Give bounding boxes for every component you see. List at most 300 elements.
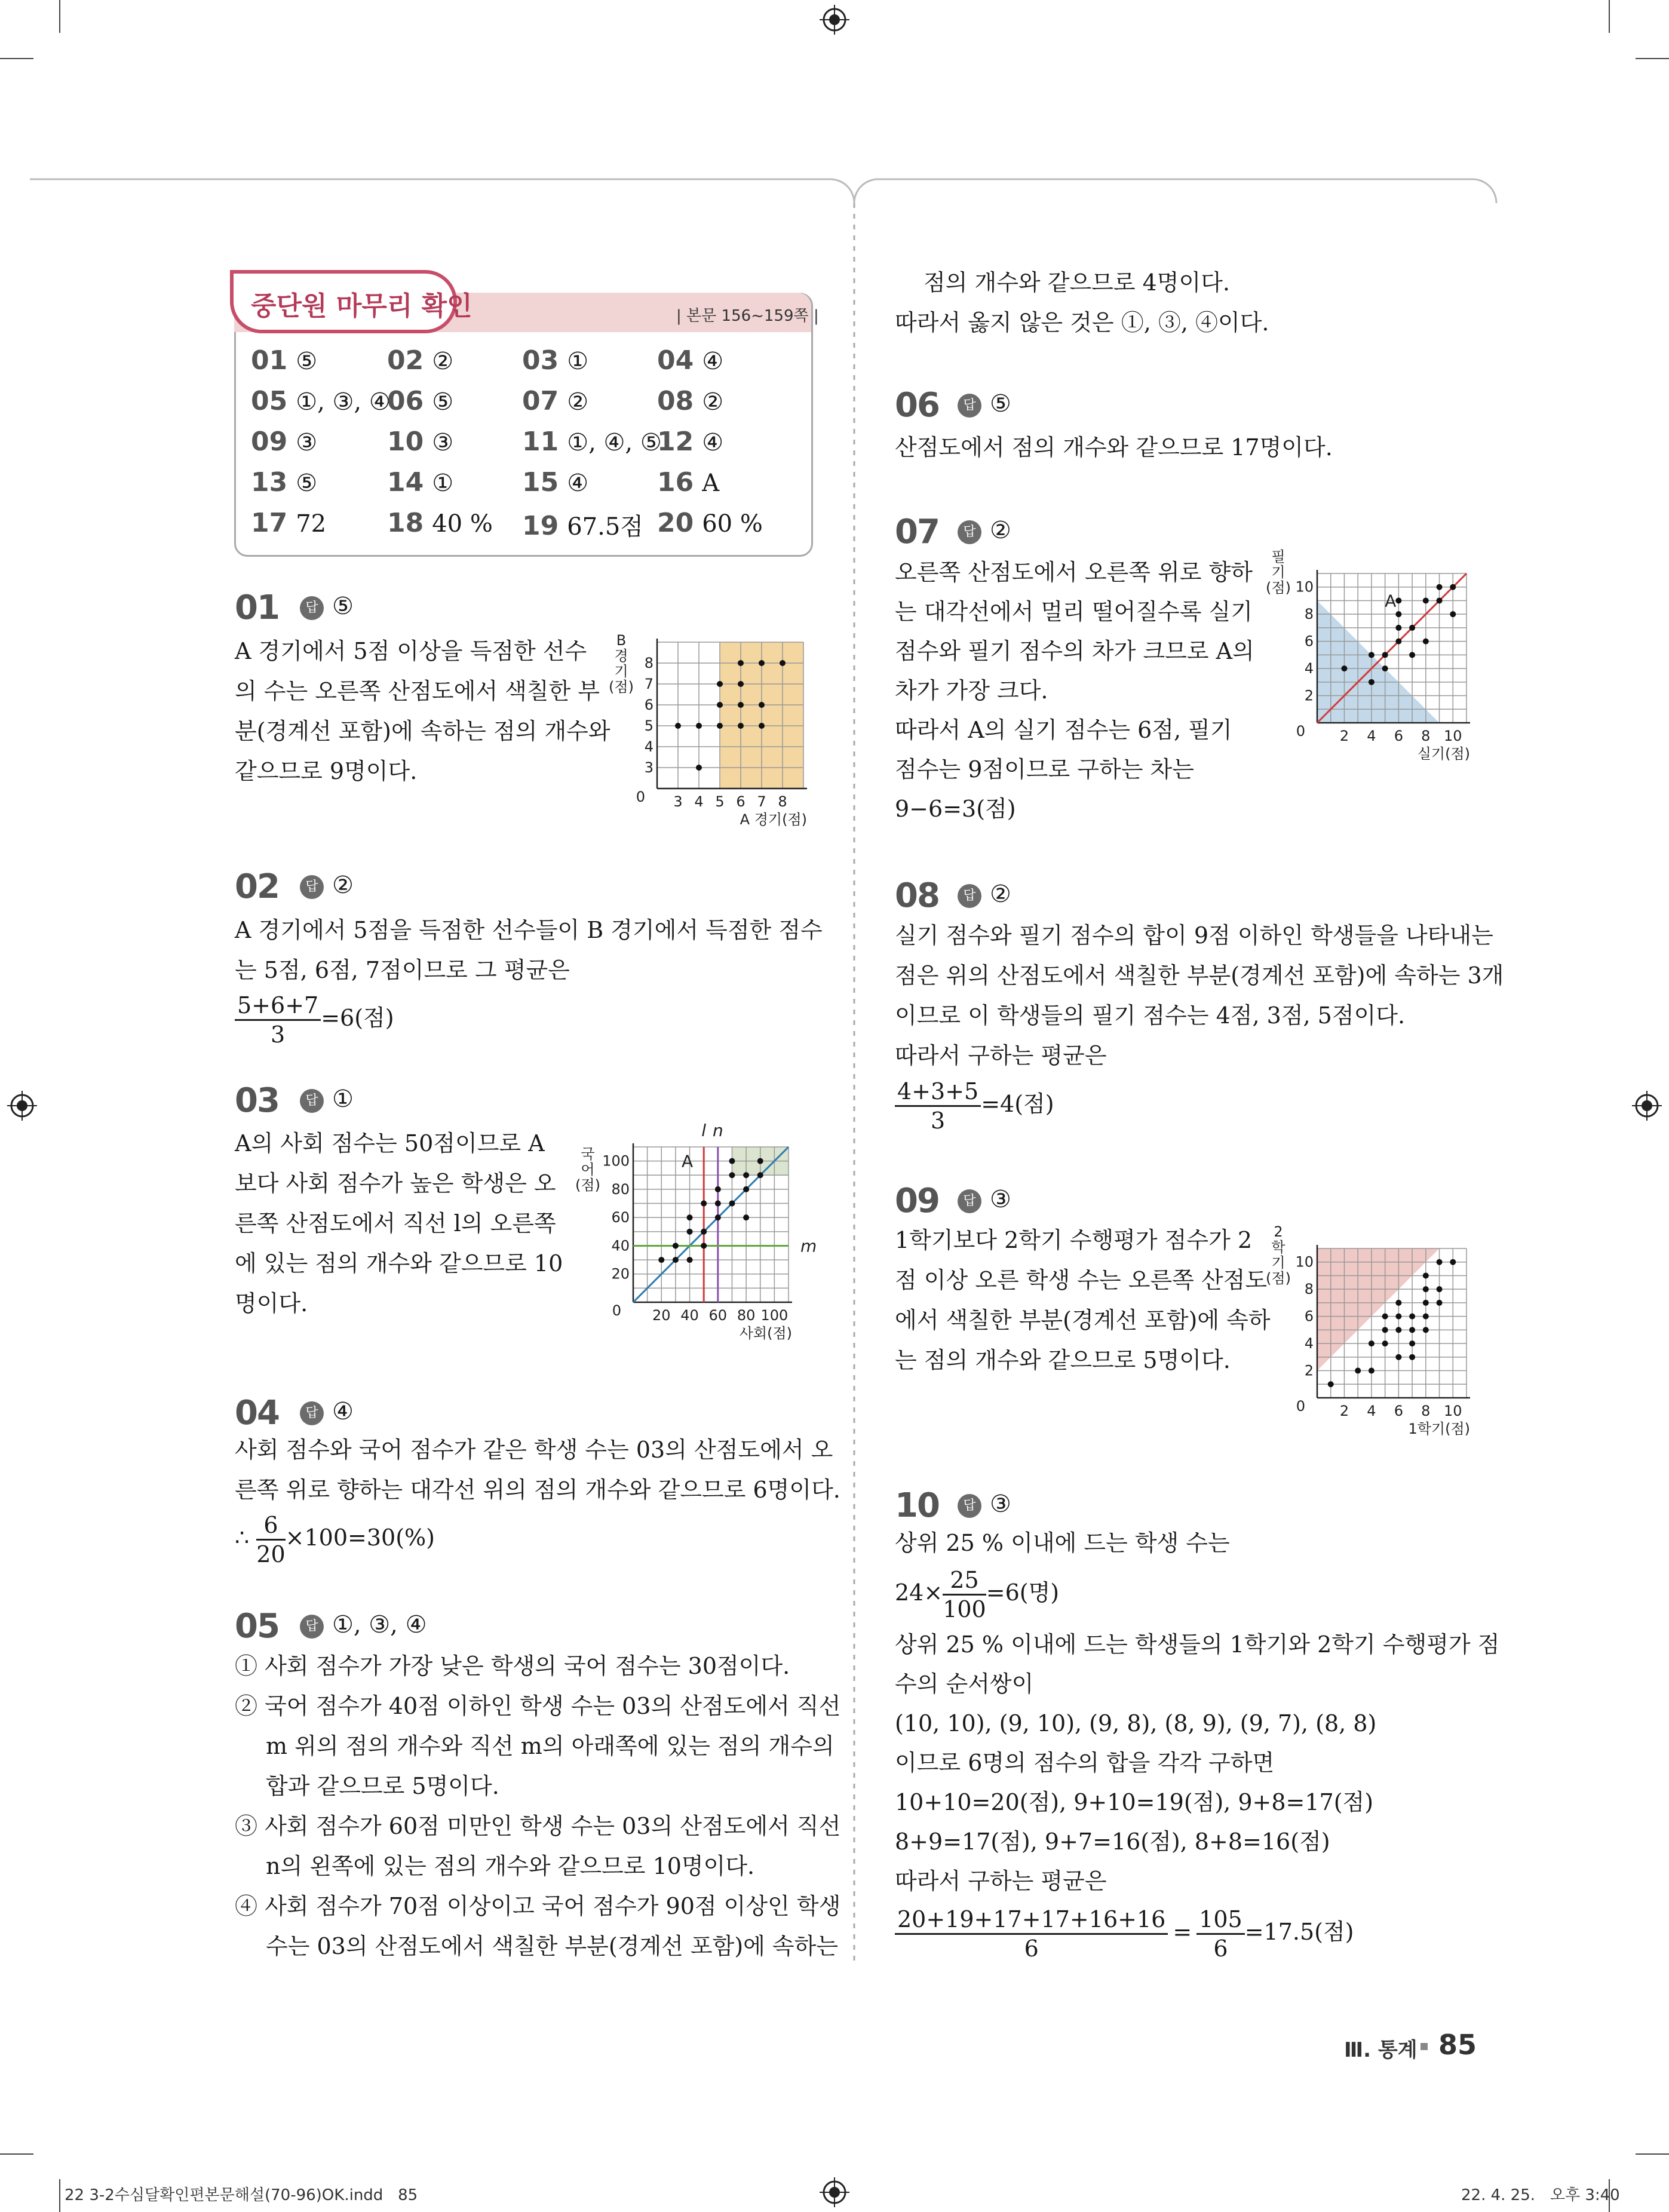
x-tick-label: 6 xyxy=(1394,1403,1404,1419)
summary-answer-value: 40 % xyxy=(432,510,493,538)
q05-line-3: 합과 같으므로 5명이다. xyxy=(266,1773,499,1799)
y-tick-label: 4 xyxy=(644,738,654,755)
x-tick-label: 2 xyxy=(1339,1403,1349,1419)
q06-line-0: 산점도에서 점의 개수와 같으므로 17명이다. xyxy=(895,434,1333,461)
denominator: 6 xyxy=(1213,1935,1228,1962)
data-point xyxy=(1395,597,1401,603)
summary-answer-15 xyxy=(522,467,588,498)
y-tick-label: 40 xyxy=(611,1237,630,1254)
q03-line-3: 에 있는 점의 개수와 같으므로 10 xyxy=(235,1250,563,1277)
line-l-label: l xyxy=(701,1123,707,1140)
q08-line-1: 점은 위의 산점도에서 색칠한 부분(경계선 포함)에 속하는 3개 xyxy=(895,962,1504,989)
answer-badge: 답 xyxy=(300,596,324,620)
q01-line-0: A 경기에서 5점 이상을 득점한 선수 xyxy=(235,638,587,664)
summary-answer-18 xyxy=(387,508,493,538)
summary-answer-14 xyxy=(387,467,453,498)
x-tick-label: 40 xyxy=(680,1307,699,1324)
data-point xyxy=(1409,1327,1415,1333)
y-tick-label: 10 xyxy=(1295,578,1314,596)
y-tick-label: 100 xyxy=(602,1152,630,1170)
answer-badge: 답 xyxy=(300,1401,324,1425)
x-tick-label: 6 xyxy=(1394,728,1404,744)
answer-badge: 답 xyxy=(300,1089,324,1113)
q05-number: 05 xyxy=(235,1607,279,1646)
point-a-label: A xyxy=(681,1151,694,1171)
summary-question-number: 02 xyxy=(387,345,424,376)
data-point xyxy=(757,1158,763,1164)
data-point xyxy=(1382,1314,1388,1320)
data-point xyxy=(1341,665,1347,671)
data-point xyxy=(687,1257,693,1263)
diagonal-line xyxy=(633,1147,789,1302)
denominator: 100 xyxy=(943,1596,986,1622)
y-axis-label: B xyxy=(616,632,627,649)
summary-answer-01 xyxy=(251,345,317,376)
line-m-label: m xyxy=(800,1236,817,1256)
data-point xyxy=(1369,1340,1375,1346)
q06-answer-value: ⑤ xyxy=(990,390,1011,418)
summary-answer-value: ①, ③, ④ xyxy=(296,388,391,416)
data-point xyxy=(717,681,723,687)
summary-answer-07 xyxy=(522,386,588,416)
data-point xyxy=(1369,1368,1375,1374)
summary-question-number: 04 xyxy=(657,345,694,376)
q05-answer-value: ①, ③, ④ xyxy=(332,1611,427,1639)
summary-question-number: 11 xyxy=(522,427,559,457)
q07-line-5: 점수는 9점이므로 구하는 차는 xyxy=(895,756,1194,783)
summary-answer-08 xyxy=(657,386,723,416)
summary-answer-value: ③ xyxy=(432,429,454,456)
data-point xyxy=(1395,1327,1401,1333)
x-tick-label: 4 xyxy=(1367,1403,1376,1419)
q10-line-1: 수의 순서쌍이 xyxy=(895,1671,1034,1697)
q04-line-0: 사회 점수와 국어 점수가 같은 학생 수는 03의 산점도에서 오 xyxy=(235,1437,833,1463)
q01-line-3: 같으므로 9명이다. xyxy=(235,758,418,784)
summary-answer-value: ④ xyxy=(702,429,724,456)
origin-label: 0 xyxy=(1296,723,1305,740)
footer-section: Ⅲ. 통계 xyxy=(1344,2038,1418,2062)
y-tick-label: 7 xyxy=(644,676,654,692)
q05-line-6: ④ 사회 점수가 70점 이상이고 국어 점수가 90점 이상인 학생 xyxy=(235,1893,841,1919)
x-axis-label: A 경기(점) xyxy=(740,811,807,828)
data-point xyxy=(1382,652,1388,658)
numerator: 5+6+7 xyxy=(235,992,321,1021)
data-point xyxy=(1395,639,1401,645)
data-point xyxy=(717,723,723,729)
q05-line-1: ② 국어 점수가 40점 이하인 학생 수는 03의 산점도에서 직선 xyxy=(235,1693,841,1719)
q01-number: 01 xyxy=(235,588,279,627)
data-point xyxy=(1382,1340,1388,1346)
q01-answer xyxy=(300,593,354,620)
fraction xyxy=(895,1906,1168,1962)
y-axis-label: 필 xyxy=(1271,548,1286,565)
x-tick-label: 6 xyxy=(736,793,745,810)
answer-badge: 답 xyxy=(300,875,324,899)
q10-number: 10 xyxy=(895,1486,939,1525)
x-tick-label: 60 xyxy=(708,1307,728,1324)
q08-answer-value: ② xyxy=(990,880,1011,908)
q02-formula xyxy=(235,992,394,1048)
q08-line-2: 이므로 이 학생들의 필기 점수는 4점, 3점, 5점이다. xyxy=(895,1002,1406,1029)
q10-line-4: 10+10=20(점), 9+10=19(점), 9+8=17(점) xyxy=(895,1789,1374,1815)
data-point xyxy=(729,1158,735,1164)
data-point xyxy=(715,1201,721,1207)
x-axis-label: 1학기(점) xyxy=(1408,1421,1470,1437)
x-axis-label: 사회(점) xyxy=(739,1325,792,1342)
data-point xyxy=(743,1214,749,1220)
q08-result: =4(점) xyxy=(981,1091,1054,1117)
x-tick-label: 10 xyxy=(1443,1403,1462,1419)
x-tick-label: 20 xyxy=(652,1307,671,1324)
registration-mark-right xyxy=(1632,1091,1662,1121)
summary-answer-value: ④ xyxy=(567,470,589,497)
q07-number: 07 xyxy=(895,513,939,551)
summary-answer-value: ⑤ xyxy=(296,348,318,375)
q05-line-4: ③ 사회 점수가 60점 미만인 학생 수는 03의 산점도에서 직선 xyxy=(235,1813,841,1839)
q04-number: 04 xyxy=(235,1394,279,1432)
summary-question-number: 10 xyxy=(387,427,424,457)
q10-line-3: 이므로 6명의 점수의 합을 각각 구하면 xyxy=(895,1750,1275,1776)
data-point xyxy=(1395,1314,1401,1320)
summary-answer-02 xyxy=(387,345,453,376)
denominator: 6 xyxy=(1024,1935,1039,1962)
data-point xyxy=(717,702,723,708)
summary-question-number: 06 xyxy=(387,386,424,416)
data-point xyxy=(675,723,681,729)
q10-calc-result: =6(명) xyxy=(986,1579,1060,1606)
q08-formula xyxy=(895,1078,1054,1134)
answer-badge: 답 xyxy=(958,520,981,544)
data-point xyxy=(729,1201,735,1207)
y-tick-label: 2 xyxy=(1304,687,1314,704)
data-point xyxy=(1369,679,1375,685)
y-axis-label: 어 xyxy=(581,1161,595,1178)
footer-date: 22. 4. 25. 오후 3:40 xyxy=(1461,2186,1620,2204)
data-point xyxy=(1395,1354,1401,1360)
q03-line-4: 명이다. xyxy=(235,1290,308,1317)
q05-line-7: 수는 03의 산점도에서 색칠한 부분(경계선 포함)에 속하는 xyxy=(266,1933,839,1959)
data-point xyxy=(1382,665,1388,671)
y-axis-label: 경 xyxy=(614,648,628,664)
data-point xyxy=(1395,625,1401,631)
summary-question-number: 16 xyxy=(657,467,694,498)
numerator: 25 xyxy=(943,1566,986,1596)
registration-mark-left xyxy=(7,1091,37,1121)
data-point xyxy=(1423,597,1429,603)
numerator: 4+3+5 xyxy=(895,1078,981,1107)
y-axis-label: 기 xyxy=(1271,1254,1286,1271)
summary-answer-value: ① xyxy=(567,348,589,375)
data-point xyxy=(1450,584,1456,590)
x-axis-label: 실기(점) xyxy=(1417,745,1470,762)
q10-line-intro: 상위 25 % 이내에 드는 학생 수는 xyxy=(895,1530,1230,1556)
q08-number: 08 xyxy=(895,876,939,915)
y-tick-label: 6 xyxy=(1304,633,1314,650)
data-point xyxy=(738,723,744,729)
fraction xyxy=(943,1566,986,1623)
q05-cont-line-0: 점의 개수와 같으므로 4명이다. xyxy=(924,269,1230,296)
y-axis-label: 기 xyxy=(614,663,628,680)
registration-mark-bottom xyxy=(820,2177,849,2207)
answer-badge: 답 xyxy=(958,1494,981,1518)
y-tick-label: 2 xyxy=(1304,1362,1314,1379)
summary-answer-04 xyxy=(657,345,723,376)
summary-question-number: 08 xyxy=(657,386,694,416)
y-tick-label: 80 xyxy=(611,1180,630,1198)
q03-number: 03 xyxy=(235,1081,279,1120)
numerator: 6 xyxy=(256,1511,285,1541)
fraction xyxy=(895,1078,981,1134)
data-point xyxy=(687,1214,693,1220)
q03-answer xyxy=(300,1085,354,1113)
line-n-label: n xyxy=(712,1123,723,1140)
y-axis-label: (점) xyxy=(1266,1270,1291,1287)
x-tick-label: 7 xyxy=(757,793,766,810)
data-point xyxy=(1450,611,1456,617)
data-point xyxy=(715,1214,721,1220)
summary-question-number: 12 xyxy=(657,427,694,457)
data-point xyxy=(1437,597,1443,603)
q02-line-0: A 경기에서 5점을 득점한 선수들이 B 경기에서 득점한 점수 xyxy=(235,917,823,943)
q02-answer xyxy=(300,872,354,899)
x-tick-label: 100 xyxy=(760,1307,789,1324)
q05-answer xyxy=(300,1611,427,1639)
q04-answer xyxy=(300,1398,354,1425)
q07-line-4: 따라서 A의 실기 점수는 6점, 필기 xyxy=(895,717,1232,743)
x-tick-label: 5 xyxy=(715,793,725,810)
data-point xyxy=(1437,1286,1443,1292)
q10-answer xyxy=(958,1490,1011,1518)
fraction xyxy=(256,1511,285,1568)
q07-line-2: 점수와 필기 점수의 차가 크므로 A의 xyxy=(895,638,1254,664)
data-point xyxy=(673,1242,679,1248)
data-point xyxy=(701,1229,707,1235)
y-tick-label: 3 xyxy=(644,759,654,776)
data-point xyxy=(1437,1259,1443,1265)
x-tick-label: 10 xyxy=(1443,728,1462,744)
data-point xyxy=(687,1229,693,1235)
q02-number: 02 xyxy=(235,867,279,906)
q07-line-3: 차가 가장 크다. xyxy=(895,677,1048,704)
q05-line-5: n의 왼쪽에 있는 점의 개수와 같으므로 10명이다. xyxy=(266,1853,755,1879)
summary-question-number: 20 xyxy=(657,508,694,538)
origin-label: 0 xyxy=(612,1302,621,1319)
summary-answer-09 xyxy=(251,427,317,457)
q08-line-0: 실기 점수와 필기 점수의 합이 9점 이하인 학생들을 나타내는 xyxy=(895,922,1493,949)
therefore-symbol: ∴ xyxy=(235,1524,250,1551)
y-tick-label: 6 xyxy=(1304,1308,1314,1325)
footer-divider-icon xyxy=(1421,2043,1428,2050)
summary-title: 중단원 마무리 확인 xyxy=(251,291,473,321)
answer-badge: 답 xyxy=(958,1189,981,1213)
data-point xyxy=(738,660,744,666)
data-point xyxy=(1409,625,1415,631)
q09-line-2: 에서 색칠한 부분(경계선 포함)에 속하 xyxy=(895,1307,1271,1333)
data-point xyxy=(1395,611,1401,617)
data-point xyxy=(1450,1259,1456,1265)
y-tick-label: 5 xyxy=(644,717,654,734)
summary-answer-06 xyxy=(387,386,453,416)
data-point xyxy=(1409,1354,1415,1360)
q10-final-result: =17.5(점) xyxy=(1244,1919,1354,1945)
summary-question-number: 19 xyxy=(522,511,559,541)
data-point xyxy=(759,702,765,708)
summary-answer-10 xyxy=(387,427,453,457)
summary-question-number: 05 xyxy=(251,386,288,416)
data-point xyxy=(1437,1300,1443,1306)
q10-calc xyxy=(895,1566,1059,1623)
q05-cont-line-1: 따라서 옳지 않은 것은 ①, ③, ④이다. xyxy=(895,309,1269,336)
y-axis-label: 국 xyxy=(581,1146,595,1162)
y-tick-label: 10 xyxy=(1295,1253,1314,1271)
q10-answer-value: ③ xyxy=(990,1490,1011,1518)
data-point xyxy=(780,660,786,666)
data-point xyxy=(1423,1286,1429,1292)
data-point xyxy=(1355,1368,1361,1374)
data-point xyxy=(1423,1314,1429,1320)
data-point xyxy=(658,1257,664,1263)
q06-answer xyxy=(958,390,1011,418)
q04-result: ×100=30(%) xyxy=(285,1524,435,1551)
x-tick-label: 3 xyxy=(673,793,683,810)
q09-line-1: 점 이상 오른 학생 수는 오른쪽 산점도 xyxy=(895,1267,1268,1293)
q10-final xyxy=(895,1906,1354,1962)
page-number: 85 xyxy=(1438,2029,1477,2061)
q02-answer-value: ② xyxy=(332,872,354,899)
summary-answer-value: ⑤ xyxy=(296,470,318,497)
q03-line-0: A의 사회 점수는 50점이므로 A xyxy=(235,1130,545,1156)
data-point xyxy=(738,681,744,687)
q06-number: 06 xyxy=(895,386,939,425)
data-point xyxy=(743,1172,749,1178)
data-point xyxy=(696,723,702,729)
summary-answer-19 xyxy=(522,508,643,542)
q10-line-6: 따라서 구하는 평균은 xyxy=(895,1868,1107,1894)
x-tick-label: 8 xyxy=(778,793,787,810)
summary-answer-20 xyxy=(657,508,763,538)
q07-line-1: 는 대각선에서 멀리 떨어질수록 실기 xyxy=(895,599,1253,625)
answer-badge: 답 xyxy=(958,884,981,908)
data-point xyxy=(1382,1327,1388,1333)
data-point xyxy=(1328,1381,1334,1387)
summary-answer-value: ①, ④, ⑤ xyxy=(567,429,662,456)
q09-line-0: 1학기보다 2학기 수행평가 점수가 2 xyxy=(895,1227,1253,1253)
summary-answer-value: ① xyxy=(432,470,454,497)
denominator: 3 xyxy=(271,1021,286,1048)
summary-question-number: 13 xyxy=(251,467,288,498)
summary-answer-value: ③ xyxy=(296,429,318,456)
origin-label: 0 xyxy=(1296,1398,1305,1415)
y-tick-label: 20 xyxy=(611,1265,630,1283)
summary-answer-value: 67.5점 xyxy=(567,513,643,541)
summary-answer-value: ④ xyxy=(702,348,724,375)
q09-line-3: 는 점의 개수와 같으므로 5명이다. xyxy=(895,1347,1231,1373)
y-tick-label: 6 xyxy=(644,697,654,713)
data-point xyxy=(738,702,744,708)
q10-line-2: (10, 10), (9, 10), (9, 8), (8, 9), (9, 7), (8, 8) xyxy=(895,1710,1377,1737)
summary-page-ref: | 본문 156~159쪽 | xyxy=(676,307,819,325)
summary-answer-value: ⑤ xyxy=(432,388,454,416)
data-point xyxy=(743,1186,749,1192)
y-axis-label: 2 xyxy=(1274,1223,1283,1240)
data-point xyxy=(1423,639,1429,645)
data-point xyxy=(1423,1272,1429,1278)
q03-line-2: 른쪽 산점도에서 직선 l의 오른쪽 xyxy=(235,1210,556,1237)
y-axis-label: 학 xyxy=(1271,1239,1286,1256)
denominator: 3 xyxy=(931,1107,946,1134)
q05-line-2: m 위의 점의 개수와 직선 m의 아래쪽에 있는 점의 개수의 xyxy=(266,1733,834,1759)
summary-answer-17 xyxy=(251,508,326,538)
y-axis-label: (점) xyxy=(575,1177,600,1194)
q04-answer-value: ④ xyxy=(332,1398,354,1425)
summary-answer-grid xyxy=(251,345,800,548)
summary-answer-11 xyxy=(522,427,662,457)
data-point xyxy=(757,1172,763,1178)
q09-answer xyxy=(958,1186,1011,1213)
summary-answer-value: ② xyxy=(432,348,454,375)
x-tick-label: 8 xyxy=(1421,728,1431,744)
summary-answer-13 xyxy=(251,467,317,498)
q10-calc-prefix: 24× xyxy=(895,1579,943,1606)
q07-answer-value: ② xyxy=(990,517,1011,544)
answer-badge: 답 xyxy=(958,394,981,418)
y-tick-label: 4 xyxy=(1304,660,1314,677)
summary-question-number: 14 xyxy=(387,467,424,498)
q09-scatter-plot xyxy=(1260,1219,1475,1440)
q05-line-0: ① 사회 점수가 가장 낮은 학생의 국어 점수는 30점이다. xyxy=(235,1653,790,1679)
q08-answer xyxy=(958,880,1011,908)
summary-answer-value: ② xyxy=(567,388,589,416)
x-tick-label: 2 xyxy=(1339,728,1349,744)
y-tick-label: 8 xyxy=(644,655,654,671)
data-point xyxy=(1423,1327,1429,1333)
q03-line-1: 보다 사회 점수가 높은 학생은 오 xyxy=(235,1170,556,1196)
data-point xyxy=(1409,1314,1415,1320)
summary-question-number: 01 xyxy=(251,345,288,376)
summary-question-number: 15 xyxy=(522,467,559,498)
summary-question-number: 07 xyxy=(522,386,559,416)
y-tick-label: 8 xyxy=(1304,1281,1314,1298)
q08-line-3: 따라서 구하는 평균은 xyxy=(895,1042,1107,1069)
data-point xyxy=(1409,652,1415,658)
fraction xyxy=(1196,1906,1245,1962)
equals: = xyxy=(1173,1919,1192,1945)
data-point xyxy=(673,1257,679,1263)
x-tick-label: 4 xyxy=(1367,728,1376,744)
footer-file: 22 3-2수심달확인편본문해설(70-96)OK.indd 85 xyxy=(65,2186,418,2204)
summary-answer-12 xyxy=(657,427,723,457)
data-point xyxy=(1395,1300,1401,1306)
q01-line-1: 의 수는 오른쪽 산점도에서 색칠한 부 xyxy=(235,678,600,704)
q03-answer-value: ① xyxy=(332,1085,354,1113)
fraction xyxy=(235,992,321,1048)
y-tick-label: 4 xyxy=(1304,1335,1314,1352)
summary-question-number: 03 xyxy=(522,345,559,376)
data-point xyxy=(1409,1340,1415,1346)
data-point xyxy=(729,1172,735,1178)
y-tick-label: 8 xyxy=(1304,606,1314,623)
y-axis-label: (점) xyxy=(1266,579,1291,596)
q07-line-0: 오른쪽 산점도에서 오른쪽 위로 향하 xyxy=(895,559,1253,585)
x-tick-label: 80 xyxy=(737,1307,756,1324)
data-point xyxy=(701,1201,707,1207)
shaded-region xyxy=(1317,1248,1440,1371)
q07-answer xyxy=(958,517,1011,544)
numerator: 105 xyxy=(1196,1906,1245,1935)
data-point xyxy=(696,765,702,771)
q07-line-6: 9−6=3(점) xyxy=(895,796,1016,822)
q02-result: =6(점) xyxy=(321,1005,394,1031)
